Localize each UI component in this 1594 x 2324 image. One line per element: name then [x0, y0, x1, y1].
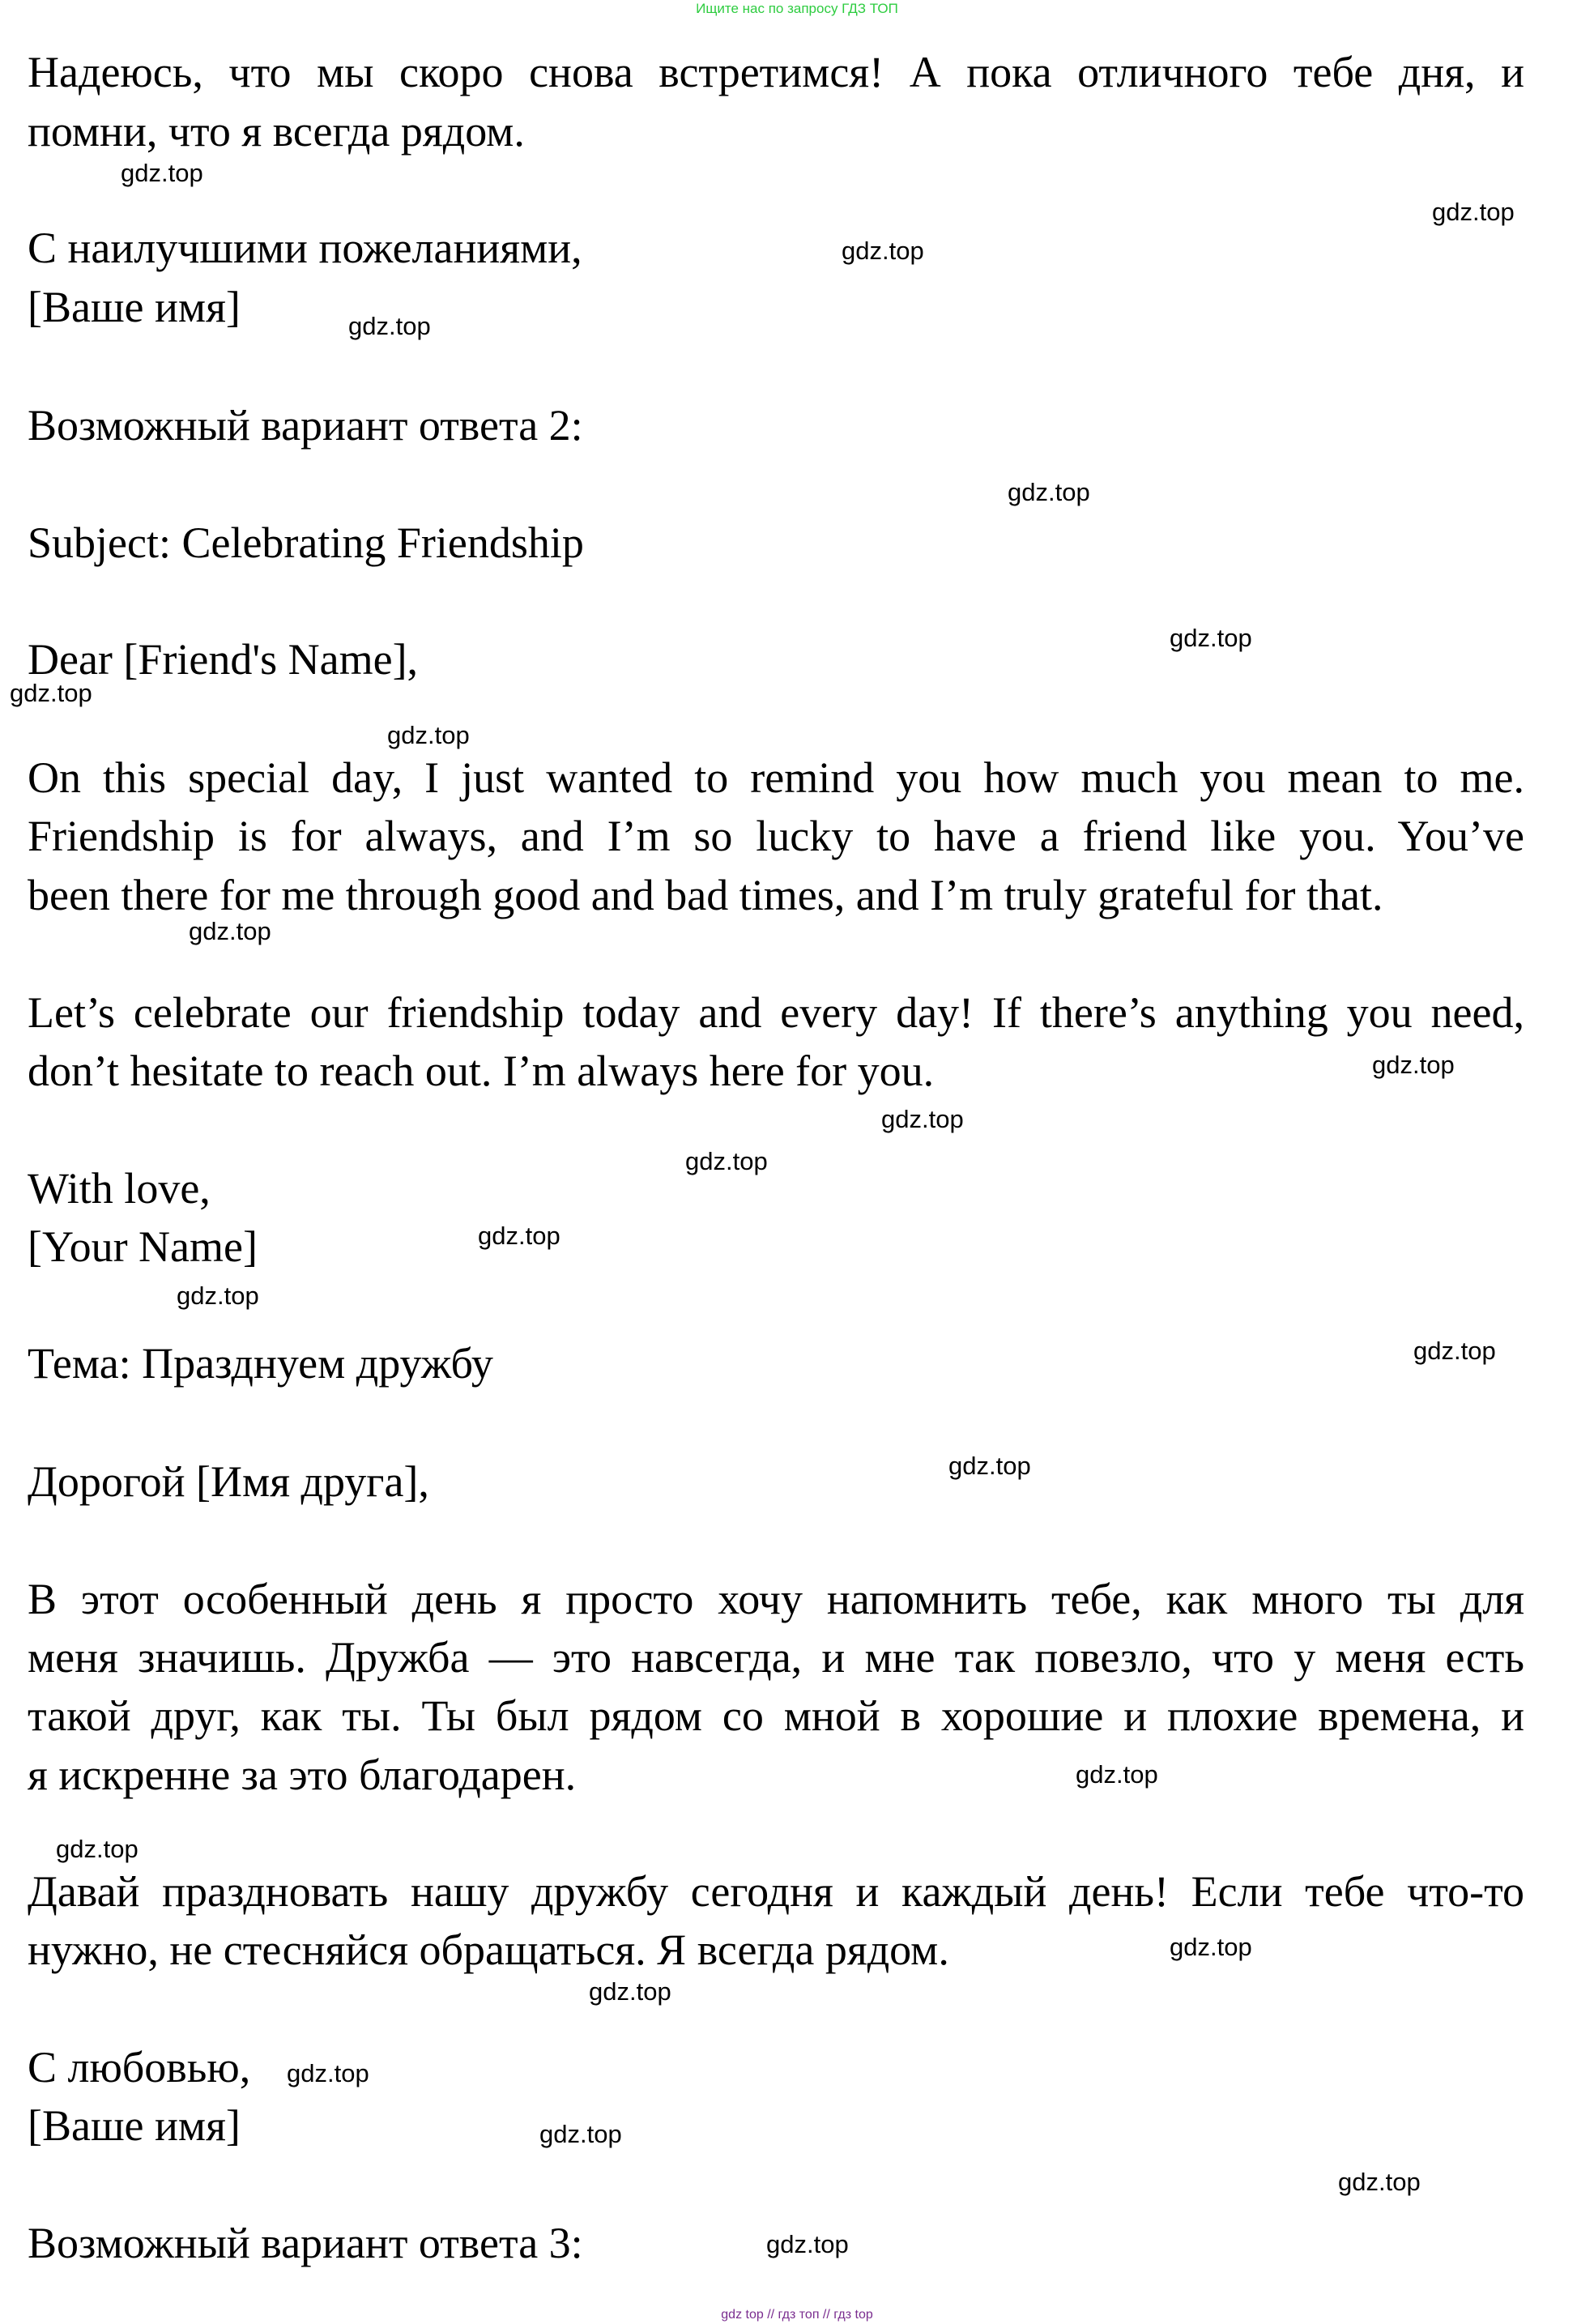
paragraph-line: меня значишь. Дружба — это навсегда, и мне так повезло, что у меня есть	[28, 1633, 1524, 1682]
letter-subject: Subject: Celebrating Friendship	[28, 518, 584, 567]
closing-text-line: Надеюсь, что мы скоро снова встретимся! А пока отличного тебе дня, и	[28, 48, 1524, 96]
watermark-text: gdz.top	[1170, 624, 1252, 652]
watermark-text: gdz.top	[177, 1281, 259, 1310]
watermark-text: gdz.top	[842, 237, 924, 265]
letter-subject: Тема: Празднуем дружбу	[28, 1339, 493, 1388]
sign-off-line: With love,	[28, 1164, 211, 1213]
watermark-text: gdz.top	[56, 1835, 139, 1863]
watermark-text: gdz.top	[1338, 2168, 1421, 2196]
watermark-text: gdz.top	[387, 721, 470, 749]
paragraph-line: нужно, не стесняйся обращаться. Я всегда рядом.	[28, 1925, 949, 1974]
letter-greeting: Дорогой [Имя друга],	[28, 1457, 429, 1506]
watermark-text: gdz.top	[1008, 478, 1090, 506]
watermark-text: gdz.top	[10, 679, 92, 707]
letter-greeting: Dear [Friend's Name],	[28, 635, 419, 684]
paragraph-line: Friendship is for always, and I’m so lucky to have a friend like you. You’ve	[28, 812, 1524, 860]
watermark-text: gdz.top	[121, 159, 203, 187]
watermark-text: gdz.top	[1372, 1051, 1455, 1079]
watermark-text: gdz.top	[948, 1452, 1031, 1480]
paragraph-line: В этот особенный день я просто хочу напомнить тебе, как много ты для	[28, 1575, 1524, 1623]
watermark-text: gdz.top	[1413, 1337, 1496, 1365]
variant-heading: Возможный вариант ответа 2:	[28, 401, 583, 450]
paragraph-line: я искренне за это благодарен.	[28, 1750, 577, 1799]
watermark-text: gdz.top	[539, 2120, 622, 2148]
watermark-text: gdz.top	[589, 1977, 671, 2006]
paragraph-line: been there for me through good and bad times, and I’m truly grateful for that.	[28, 871, 1383, 919]
paragraph-line: On this special day, I just wanted to remind you how much you mean to me.	[28, 753, 1524, 802]
watermark-text: gdz.top	[478, 1222, 560, 1250]
watermark-text: gdz.top	[287, 2059, 369, 2087]
sign-off-line: С наилучшими пожеланиями,	[28, 224, 582, 272]
top-search-banner[interactable]: Ищите нас по запросу ГДЗ ТОП	[696, 1, 898, 16]
watermark-text: gdz.top	[685, 1147, 768, 1175]
sign-off-name: [Ваше имя]	[28, 283, 241, 331]
closing-text-line: помни, что я всегда рядом.	[28, 107, 525, 156]
watermark-text: gdz.top	[881, 1105, 964, 1133]
sign-off-name: [Ваше имя]	[28, 2101, 241, 2150]
paragraph-line: такой друг, как ты. Ты был рядом со мной в хорошие и плохие времена, и	[28, 1691, 1524, 1740]
variant-heading: Возможный вариант ответа 3:	[28, 2219, 583, 2267]
paragraph-line: don’t hesitate to reach out. I’m always here for you.	[28, 1047, 935, 1095]
watermark-text: gdz.top	[1170, 1933, 1252, 1961]
watermark-text: gdz.top	[348, 312, 431, 340]
sign-off-name: [Your Name]	[28, 1222, 258, 1271]
bottom-banner[interactable]: gdz top // гдз топ // гдз top	[721, 2308, 873, 2322]
watermark-text: gdz.top	[1076, 1760, 1158, 1789]
watermark-text: gdz.top	[189, 917, 271, 945]
sign-off-line: С любовью,	[28, 2043, 251, 2092]
paragraph-line: Давай праздновать нашу дружбу сегодня и каждый день! Если тебе что-то	[28, 1867, 1524, 1916]
watermark-text: gdz.top	[766, 2230, 849, 2258]
watermark-text: gdz.top	[1432, 198, 1515, 226]
paragraph-line: Let’s celebrate our friendship today and every day! If there’s anything you need,	[28, 988, 1524, 1037]
